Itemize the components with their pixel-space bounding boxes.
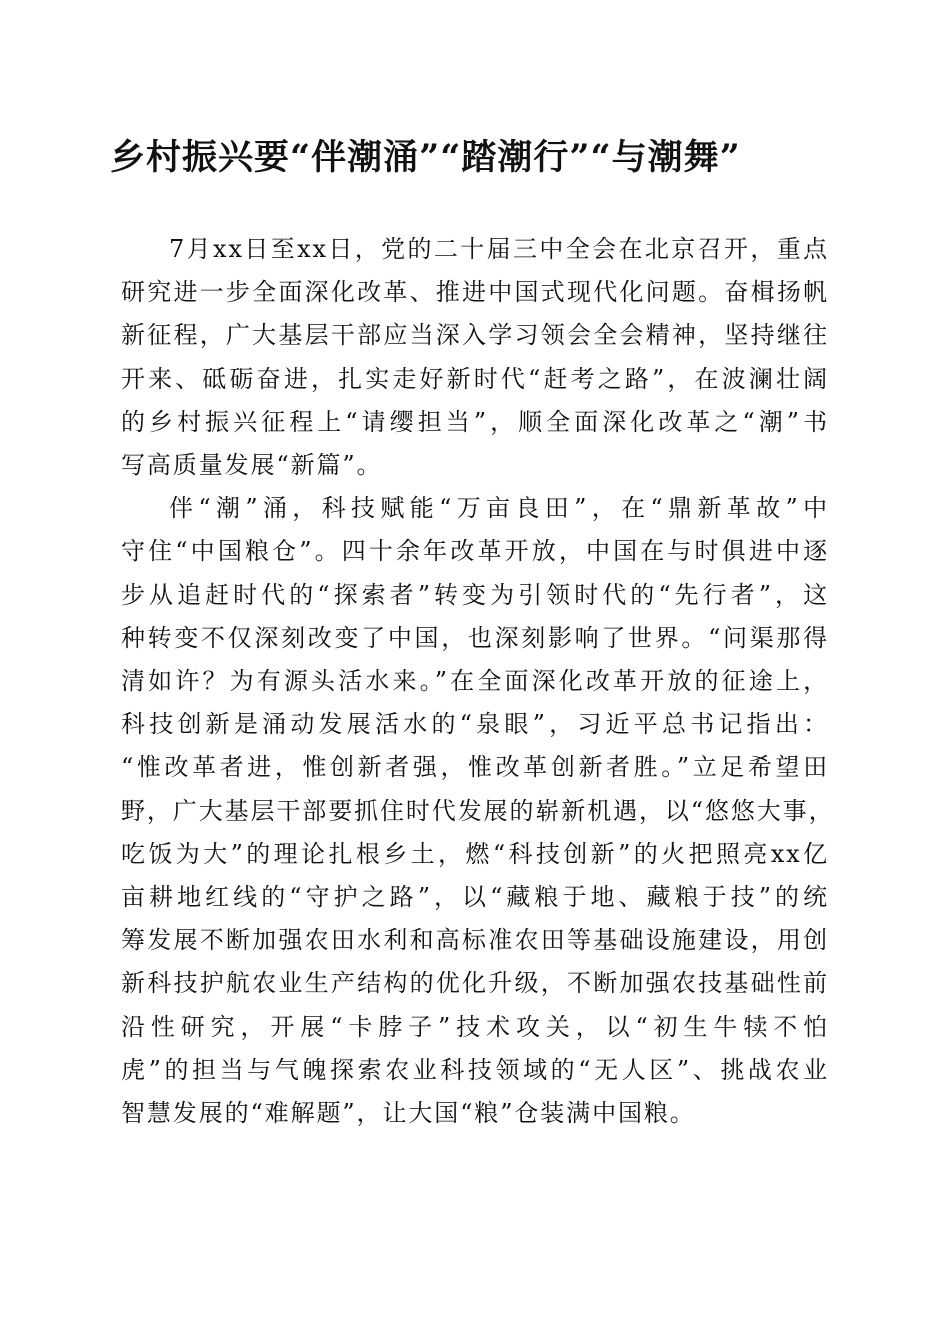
paragraph-line: 研究进一步全面深化改革、推进中国式现代化问题。奋楫扬帆 (121, 278, 829, 307)
paragraph-line: 虎”的担当与气魄探索农业科技领域的“无人区”、挑战农业 (121, 1055, 829, 1084)
paragraph-1 (121, 228, 829, 487)
paragraph-line: 新科技护航农业生产结构的优化升级，不断加强农技基础性前 (121, 969, 829, 998)
paragraph-line: 伴“潮”涌，科技赋能“万亩良田”，在“鼎新革故”中 (169, 494, 829, 523)
paragraph-line: 新征程，广大基层干部应当深入学习领会全会精神，坚持继往 (121, 321, 829, 350)
paragraph-line: 智慧发展的“难解题”，让大国“粮”仓装满中国粮。 (121, 1099, 696, 1128)
paragraph-line: 清如许？为有源头活水来。”在全面深化改革开放的征途上， (121, 667, 829, 696)
paragraph-line: 7月xx日至xx日，党的二十届三中全会在北京召开，重点 (169, 235, 829, 263)
paragraph-line: 筹发展不断加强农田水利和高标准农田等基础设施建设，用创 (121, 926, 829, 955)
paragraph-line: “惟改革者进，惟创新者强，惟改革创新者胜。”立足希望田 (121, 753, 829, 782)
paragraph-line: 的乡村振兴征程上“请缨担当”，顺全面深化改革之“潮”书 (121, 407, 829, 436)
paragraph-line: 沿性研究，开展“卡脖子”技术攻关，以“初生牛犊不怕 (121, 1012, 829, 1041)
paragraph-2 (121, 487, 835, 1135)
paragraph-line: 写高质量发展“新篇”。 (121, 451, 383, 480)
paragraph-line: 吃饭为大”的理论扎根乡土，燃“科技创新”的火把照亮xx亿 (121, 839, 829, 868)
paragraph-line: 野，广大基层干部要抓住时代发展的崭新机遇，以“悠悠大事， (121, 796, 835, 825)
paragraph-line: 开来、砥砺奋进，扎实走好新时代“赶考之路”，在波澜壮阔 (121, 364, 829, 393)
article-title: 乡村振兴要“伴潮涌”“踏潮行”“与潮舞” (110, 137, 741, 178)
paragraph-line: 科技创新是涌动发展活水的“泉眼”，习近平总书记指出： (121, 710, 829, 739)
article-body (121, 228, 835, 1135)
paragraph-line: 守住“中国粮仓”。四十余年改革开放，中国在与时俱进中逐 (121, 537, 829, 566)
paragraph-line: 种转变不仅深刻改变了中国，也深刻影响了世界。“问渠那得 (121, 623, 829, 652)
paragraph-line: 亩耕地红线的“守护之路”，以“藏粮于地、藏粮于技”的统 (121, 883, 829, 912)
paragraph-line: 步从追赶时代的“探索者”转变为引领时代的“先行者”，这 (121, 580, 829, 609)
